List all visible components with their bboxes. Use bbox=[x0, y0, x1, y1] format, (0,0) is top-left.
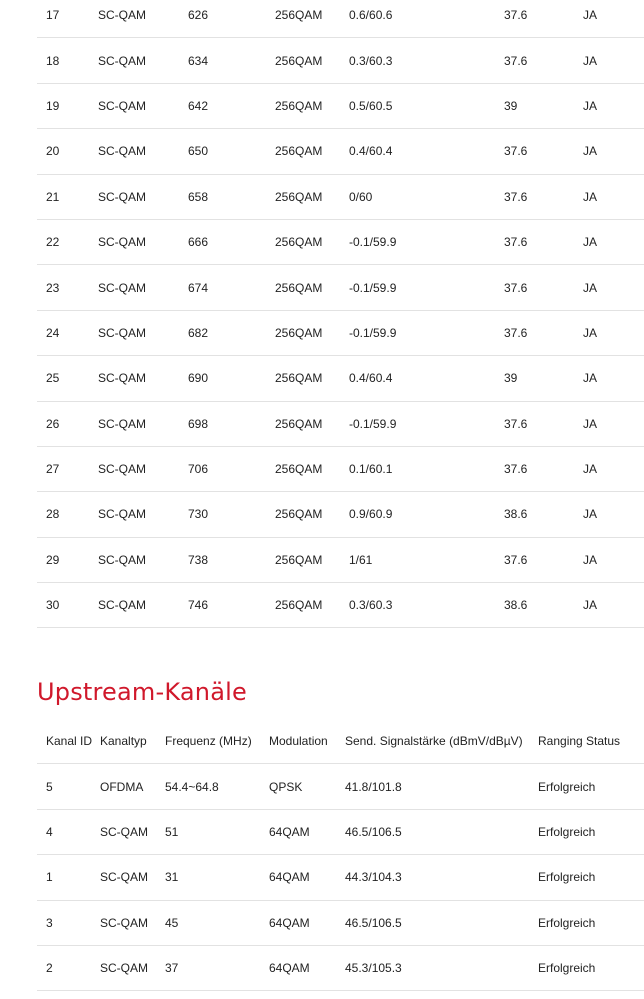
cell-frequency: 634 bbox=[188, 38, 275, 83]
cell-frequency: 682 bbox=[188, 310, 275, 355]
header-signalstaerke: Send. Signalstärke (dBmV/dBµV) bbox=[345, 719, 538, 764]
cell-frequency: 674 bbox=[188, 265, 275, 310]
cell-frequency: 31 bbox=[165, 855, 269, 900]
cell-signal-power: 0.1/60.1 bbox=[349, 446, 504, 491]
cell-channel-id: 3 bbox=[37, 900, 100, 945]
cell-channel-id: 21 bbox=[37, 174, 98, 219]
cell-channel-id: 4 bbox=[37, 809, 100, 854]
cell-frequency: 54.4~64.8 bbox=[165, 764, 269, 809]
table-row bbox=[37, 83, 644, 128]
cell-locked: JA bbox=[583, 83, 644, 128]
cell-locked: JA bbox=[583, 446, 644, 491]
cell-modulation: 256QAM bbox=[275, 83, 349, 128]
cell-channel-type: SC-QAM bbox=[98, 537, 188, 582]
table-row bbox=[37, 855, 644, 900]
cell-channel-type: SC-QAM bbox=[100, 809, 165, 854]
cell-locked: JA bbox=[583, 129, 644, 174]
cell-modulation: 256QAM bbox=[275, 129, 349, 174]
cell-channel-type: SC-QAM bbox=[100, 855, 165, 900]
cell-signal-power: -0.1/59.9 bbox=[349, 310, 504, 355]
table-row bbox=[37, 38, 644, 83]
header-kanaltyp: Kanaltyp bbox=[100, 719, 165, 764]
table-row bbox=[37, 446, 644, 491]
cell-signal-power: 0.6/60.6 bbox=[349, 0, 504, 38]
cell-modulation: 256QAM bbox=[275, 219, 349, 264]
table-row bbox=[37, 809, 644, 854]
cell-signal-power: 41.8/101.8 bbox=[345, 764, 538, 809]
cell-modulation: 256QAM bbox=[275, 583, 349, 628]
cell-locked: JA bbox=[583, 219, 644, 264]
cell-channel-type: OFDMA bbox=[100, 764, 165, 809]
cell-modulation: 256QAM bbox=[275, 492, 349, 537]
cell-signal-power: 0.5/60.5 bbox=[349, 83, 504, 128]
cell-frequency: 51 bbox=[165, 809, 269, 854]
cell-ranging-status: Erfolgreich bbox=[538, 855, 644, 900]
cell-channel-id: 5 bbox=[37, 764, 100, 809]
cell-modulation: 256QAM bbox=[275, 0, 349, 38]
downstream-table-body bbox=[37, 0, 644, 628]
cell-signal-power: -0.1/59.9 bbox=[349, 401, 504, 446]
table-row bbox=[37, 945, 644, 990]
cell-modulation: 256QAM bbox=[275, 446, 349, 491]
cell-channel-type: SC-QAM bbox=[98, 401, 188, 446]
cell-signal-power: 45.3/105.3 bbox=[345, 945, 538, 990]
cell-frequency: 37 bbox=[165, 945, 269, 990]
cell-frequency: 706 bbox=[188, 446, 275, 491]
cell-modulation: 256QAM bbox=[275, 537, 349, 582]
cell-frequency: 658 bbox=[188, 174, 275, 219]
cell-modulation: QPSK bbox=[269, 764, 345, 809]
header-modulation: Modulation bbox=[269, 719, 345, 764]
cell-channel-id: 17 bbox=[37, 0, 98, 38]
cell-snr: 37.6 bbox=[504, 446, 583, 491]
table-row bbox=[37, 310, 644, 355]
cell-channel-id: 18 bbox=[37, 38, 98, 83]
cell-frequency: 698 bbox=[188, 401, 275, 446]
cell-ranging-status: Erfolgreich bbox=[538, 900, 644, 945]
cell-channel-type: SC-QAM bbox=[98, 446, 188, 491]
table-row bbox=[37, 356, 644, 401]
cell-snr: 37.6 bbox=[504, 174, 583, 219]
cell-signal-power: 0.3/60.3 bbox=[349, 38, 504, 83]
cell-modulation: 64QAM bbox=[269, 900, 345, 945]
table-row bbox=[37, 583, 644, 628]
cell-modulation: 256QAM bbox=[275, 401, 349, 446]
cell-channel-id: 19 bbox=[37, 83, 98, 128]
upstream-table-body bbox=[37, 764, 644, 991]
cell-signal-power: 46.5/106.5 bbox=[345, 809, 538, 854]
cell-channel-id: 25 bbox=[37, 356, 98, 401]
table-row bbox=[37, 764, 644, 809]
cell-snr: 37.6 bbox=[504, 310, 583, 355]
cell-snr: 37.6 bbox=[504, 401, 583, 446]
cell-channel-id: 24 bbox=[37, 310, 98, 355]
cell-snr: 37.6 bbox=[504, 0, 583, 38]
cell-snr: 39 bbox=[504, 356, 583, 401]
table-row bbox=[37, 129, 644, 174]
cell-snr: 37.6 bbox=[504, 265, 583, 310]
cell-frequency: 730 bbox=[188, 492, 275, 537]
cell-snr: 38.6 bbox=[504, 492, 583, 537]
cell-channel-id: 28 bbox=[37, 492, 98, 537]
cell-frequency: 626 bbox=[188, 0, 275, 38]
cell-frequency: 650 bbox=[188, 129, 275, 174]
cell-channel-type: SC-QAM bbox=[98, 129, 188, 174]
upstream-section-title: Upstream-Kanäle bbox=[37, 678, 247, 706]
cell-channel-type: SC-QAM bbox=[98, 174, 188, 219]
cell-modulation: 64QAM bbox=[269, 809, 345, 854]
cell-signal-power: -0.1/59.9 bbox=[349, 219, 504, 264]
cell-locked: JA bbox=[583, 265, 644, 310]
cell-channel-type: SC-QAM bbox=[98, 0, 188, 38]
cell-signal-power: 46.5/106.5 bbox=[345, 900, 538, 945]
table-row bbox=[37, 265, 644, 310]
cell-channel-type: SC-QAM bbox=[98, 265, 188, 310]
cell-channel-id: 20 bbox=[37, 129, 98, 174]
header-kanal-id: Kanal ID bbox=[37, 719, 100, 764]
cell-ranging-status: Erfolgreich bbox=[538, 945, 644, 990]
cell-modulation: 256QAM bbox=[275, 310, 349, 355]
cell-locked: JA bbox=[583, 537, 644, 582]
cell-locked: JA bbox=[583, 38, 644, 83]
upstream-header-row bbox=[37, 719, 644, 764]
cell-locked: JA bbox=[583, 356, 644, 401]
cell-channel-type: SC-QAM bbox=[100, 945, 165, 990]
cell-modulation: 64QAM bbox=[269, 855, 345, 900]
cell-locked: JA bbox=[583, 0, 644, 38]
cell-snr: 39 bbox=[504, 83, 583, 128]
cell-snr: 37.6 bbox=[504, 129, 583, 174]
cell-modulation: 256QAM bbox=[275, 38, 349, 83]
table-row bbox=[37, 174, 644, 219]
cell-signal-power: 1/61 bbox=[349, 537, 504, 582]
upstream-table bbox=[37, 719, 644, 991]
cell-modulation: 256QAM bbox=[275, 265, 349, 310]
cell-locked: JA bbox=[583, 583, 644, 628]
downstream-table bbox=[37, 0, 644, 628]
cell-channel-type: SC-QAM bbox=[98, 83, 188, 128]
table-row bbox=[37, 0, 644, 38]
cell-channel-type: SC-QAM bbox=[98, 356, 188, 401]
cell-channel-type: SC-QAM bbox=[100, 900, 165, 945]
cell-channel-type: SC-QAM bbox=[98, 492, 188, 537]
cell-channel-id: 22 bbox=[37, 219, 98, 264]
cell-modulation: 256QAM bbox=[275, 174, 349, 219]
cell-frequency: 738 bbox=[188, 537, 275, 582]
cell-frequency: 666 bbox=[188, 219, 275, 264]
header-ranging-status: Ranging Status bbox=[538, 719, 644, 764]
cell-modulation: 64QAM bbox=[269, 945, 345, 990]
cell-signal-power: 0.3/60.3 bbox=[349, 583, 504, 628]
cell-channel-id: 1 bbox=[37, 855, 100, 900]
cell-channel-id: 30 bbox=[37, 583, 98, 628]
cell-signal-power: 0/60 bbox=[349, 174, 504, 219]
cell-locked: JA bbox=[583, 401, 644, 446]
table-row bbox=[37, 537, 644, 582]
table-row bbox=[37, 401, 644, 446]
cell-frequency: 690 bbox=[188, 356, 275, 401]
cell-locked: JA bbox=[583, 174, 644, 219]
cell-ranging-status: Erfolgreich bbox=[538, 809, 644, 854]
cell-channel-type: SC-QAM bbox=[98, 219, 188, 264]
cell-signal-power: 0.9/60.9 bbox=[349, 492, 504, 537]
cell-frequency: 642 bbox=[188, 83, 275, 128]
cell-snr: 37.6 bbox=[504, 537, 583, 582]
cell-signal-power: 44.3/104.3 bbox=[345, 855, 538, 900]
cell-modulation: 256QAM bbox=[275, 356, 349, 401]
cell-channel-id: 23 bbox=[37, 265, 98, 310]
cell-channel-type: SC-QAM bbox=[98, 583, 188, 628]
cell-channel-id: 2 bbox=[37, 945, 100, 990]
cell-snr: 38.6 bbox=[504, 583, 583, 628]
cell-ranging-status: Erfolgreich bbox=[538, 764, 644, 809]
cell-snr: 37.6 bbox=[504, 219, 583, 264]
cell-locked: JA bbox=[583, 310, 644, 355]
cell-channel-id: 27 bbox=[37, 446, 98, 491]
header-frequenz: Frequenz (MHz) bbox=[165, 719, 269, 764]
cell-locked: JA bbox=[583, 492, 644, 537]
table-row bbox=[37, 492, 644, 537]
cell-signal-power: -0.1/59.9 bbox=[349, 265, 504, 310]
cell-signal-power: 0.4/60.4 bbox=[349, 356, 504, 401]
table-row bbox=[37, 900, 644, 945]
cell-snr: 37.6 bbox=[504, 38, 583, 83]
cell-channel-type: SC-QAM bbox=[98, 310, 188, 355]
cell-signal-power: 0.4/60.4 bbox=[349, 129, 504, 174]
cell-frequency: 45 bbox=[165, 900, 269, 945]
cell-frequency: 746 bbox=[188, 583, 275, 628]
cell-channel-id: 26 bbox=[37, 401, 98, 446]
table-row bbox=[37, 219, 644, 264]
cell-channel-type: SC-QAM bbox=[98, 38, 188, 83]
cell-channel-id: 29 bbox=[37, 537, 98, 582]
